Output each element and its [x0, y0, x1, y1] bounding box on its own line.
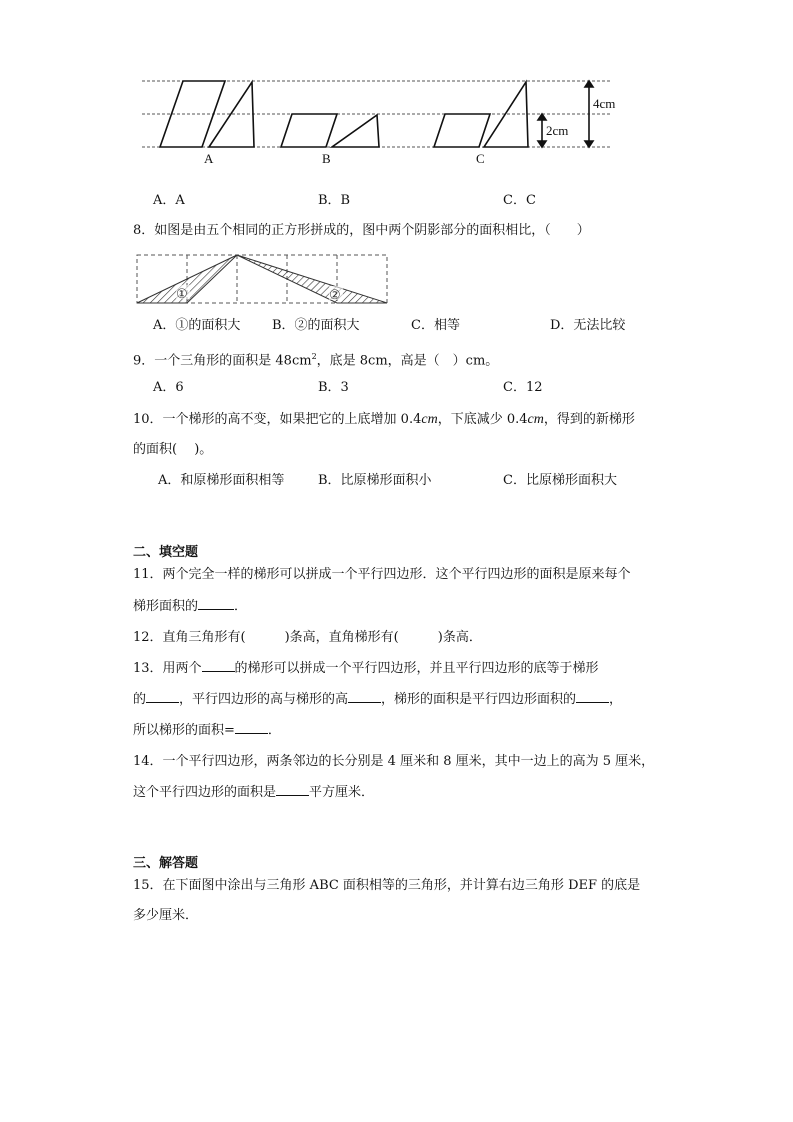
q9-option-a[interactable]: A．6 [153, 380, 184, 395]
q10-text-3: ，得到的新梯形 [543, 412, 635, 427]
q9-superscript: 2 [311, 352, 317, 361]
label-c: C [476, 151, 485, 166]
q10-text-1: 10．一个梯形的高不变，如果把它的上底增加 0.4 [133, 412, 422, 427]
q9-stem [133, 349, 498, 369]
q13-text-8: ． [267, 723, 281, 738]
q9-option-c[interactable]: C．12 [503, 380, 543, 395]
q11-line1: 11．两个完全一样的梯形可以拼成一个平行四边形．这个平行四边形的面积是原来每个 [133, 567, 631, 582]
label-b: B [322, 151, 331, 166]
q13-blank-2[interactable] [146, 691, 179, 703]
q13-text-6: ， [609, 692, 623, 707]
q14-text: 这个平行四边形的面积是 [133, 785, 277, 800]
q13-blank-1[interactable] [202, 660, 235, 672]
triangle-b [332, 115, 379, 147]
q13-line2 [133, 691, 622, 708]
q13-line1 [133, 660, 599, 677]
q13-text-2: 的梯形可以拼成一个平行四边形，并且平行四边形的底等于梯形 [234, 661, 599, 676]
q11-answer-blank[interactable] [198, 598, 234, 610]
shaded-mark-2: ② [329, 287, 341, 302]
q10-option-c[interactable]: C．比原梯形面积大 [503, 473, 617, 488]
q14-answer-blank[interactable] [276, 784, 309, 796]
q13-blank-4[interactable] [576, 691, 609, 703]
shaded-region-2 [237, 255, 387, 303]
label-4cm: 4cm [593, 96, 616, 111]
q11-text: 梯形面积的 [133, 599, 199, 614]
section-3-heading: 三、解答题 [133, 856, 199, 871]
q15-line2: 多少厘米． [133, 908, 199, 923]
q8-figure [136, 253, 388, 305]
q9-option-b[interactable]: B．3 [318, 380, 349, 395]
q10-option-b[interactable]: B．比原梯形面积小 [318, 473, 432, 488]
q13-blank-3[interactable] [348, 691, 381, 703]
label-a: A [204, 151, 214, 166]
q15-line1: 15．在下面图中涂出与三角形 ABC 面积相等的三角形，并计算右边三角形 DEF 的底是 [133, 878, 641, 893]
q12-text: 12．直角三角形有( )条高，直角梯形有( )条高． [133, 630, 482, 645]
q8-option-c[interactable]: C．相等 [411, 318, 460, 333]
q8-option-d[interactable]: D．无法比较 [550, 318, 626, 333]
q9-stem-part1: 9．一个三角形的面积是 48cm [133, 353, 312, 369]
q7-option-a[interactable]: A．A [153, 193, 185, 208]
q10-text-2: ，下底减少 0.4 [437, 412, 528, 427]
q14-unit: 平方厘米． [309, 785, 375, 800]
label-2cm: 2cm [546, 123, 569, 138]
q11-line2 [133, 598, 247, 615]
q7-figure [130, 70, 630, 170]
q13-text-4: ，平行四边形的高与梯形的高 [179, 692, 349, 707]
q13-blank-5[interactable] [235, 722, 268, 734]
section-2-heading: 二、填空题 [133, 545, 199, 560]
q13-text-3: 的 [133, 692, 147, 707]
q14-line1: 14．一个平行四边形，两条邻边的长分别是 4 厘米和 8 厘米，其中一边上的高为 5 厘米， [133, 754, 655, 769]
q7-option-b[interactable]: B．B [318, 193, 351, 208]
q10-unit-1: cm [421, 412, 438, 427]
q13-line3 [133, 722, 281, 739]
q10-stem-line1 [133, 412, 635, 428]
q10-option-a[interactable]: A．和原梯形面积相等 [158, 473, 285, 488]
shaded-mark-1: ① [176, 286, 188, 301]
q8-option-a[interactable]: A．①的面积大 [153, 318, 241, 333]
q13-text-1: 13．用两个 [133, 661, 202, 676]
q13-text-7: 所以梯形的面积= [133, 723, 235, 738]
parallelogram-b [281, 114, 337, 147]
q7-option-c[interactable]: C．C [503, 193, 536, 208]
q8-option-b[interactable]: B．②的面积大 [272, 318, 360, 333]
q10-stem-line2: 的面积( )。 [133, 442, 213, 457]
q10-unit-2: cm [527, 412, 544, 427]
q8-stem: 8．如图是由五个相同的正方形拼成的，图中两个阴影部分的面积相比，（ ） [133, 223, 590, 238]
q13-text-5: ，梯形的面积是平行四边形面积的 [381, 692, 577, 707]
q9-stem-part2: ，底是 8cm，高是（ ）cm。 [316, 353, 499, 369]
q14-line2 [133, 784, 374, 801]
q11-period: ． [234, 599, 248, 614]
parallelogram-c [434, 114, 490, 147]
